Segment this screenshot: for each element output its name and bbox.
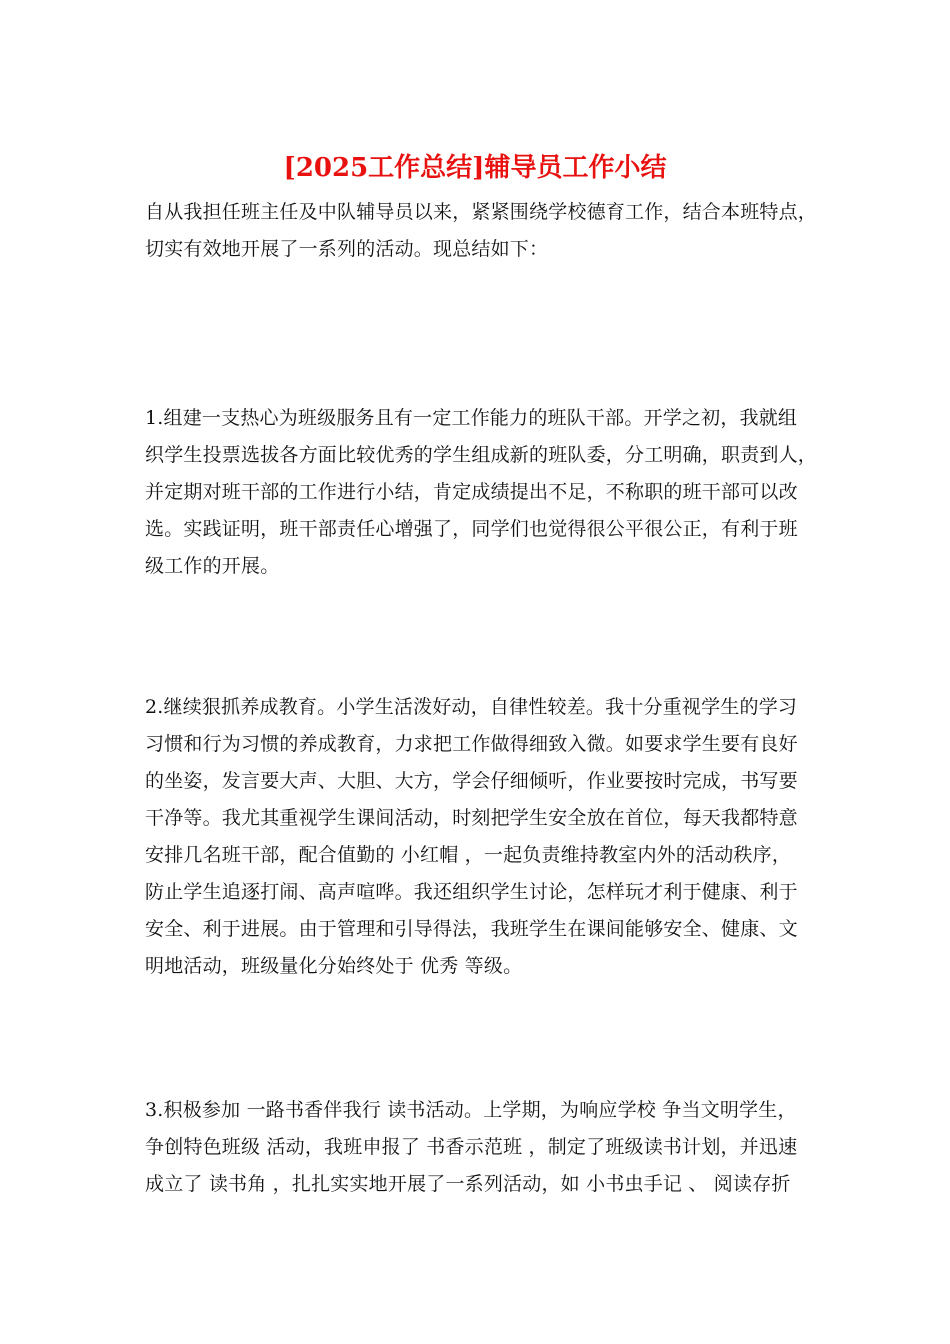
- text-line: 成立了 读书角 ，扎扎实实地开展了一系列活动，如 小书虫手记 、 阅读存折: [145, 1173, 791, 1195]
- text-line: 干净等。我尤其重视学生课间活动，时刻把学生安全放在首位，每天我都特意: [145, 807, 798, 829]
- intro-paragraph: [145, 194, 818, 268]
- text-line: 织学生投票选拔各方面比较优秀的学生组成新的班队委，分工明确，职责到人，: [145, 444, 818, 466]
- text-line: 自从我担任班主任及中队辅导员以来，紧紧围绕学校德育工作，结合本班特点，: [145, 201, 818, 223]
- text-line: 选。实践证明，班干部责任心增强了，同学们也觉得很公平很公正，有利于班: [145, 518, 798, 540]
- document-title: [2025工作总结]辅导员工作小结: [283, 153, 667, 183]
- text-line: 安排几名班干部，配合值勤的 小红帽 ，一起负责维持教室内外的活动秩序，: [145, 844, 792, 866]
- text-line: 切实有效地开展了一系列的活动。现总结如下：: [145, 238, 549, 260]
- section-1-paragraph: [145, 400, 818, 585]
- text-line: 防止学生追逐打闹、高声喧哗。我还组织学生讨论，怎样玩才利于健康、利于: [145, 881, 798, 903]
- text-line: 3.积极参加 一路书香伴我行 读书活动。上学期，为响应学校 争当文明学生，: [145, 1099, 797, 1121]
- section-3-paragraph: [145, 1092, 810, 1203]
- text-line: 安全、利于进展。由于管理和引导得法，我班学生在课间能够安全、健康、文: [145, 918, 798, 940]
- text-line: 明地活动，班级量化分始终处于 优秀 等级。: [145, 955, 523, 977]
- text-line: 争创特色班级 活动，我班申报了 书香示范班 ，制定了班级读书计划，并迅速: [145, 1136, 798, 1158]
- text-line: 的坐姿，发言要大声、大胆、大方，学会仔细倾听，作业要按时完成，书写要: [145, 770, 798, 792]
- text-line: 2.继续狠抓养成教育。小学生活泼好动，自律性较差。我十分重视学生的学习: [145, 696, 798, 718]
- text-line: 并定期对班干部的工作进行小结，肯定成绩提出不足，不称职的班干部可以改: [145, 481, 798, 503]
- text-line: 1.组建一支热心为班级服务且有一定工作能力的班队干部。开学之初，我就组: [145, 407, 798, 429]
- section-2-paragraph: [145, 689, 810, 985]
- text-line: 级工作的开展。: [145, 555, 280, 577]
- text-line: 习惯和行为习惯的养成教育，力求把工作做得细致入微。如要求学生要有良好: [145, 733, 798, 755]
